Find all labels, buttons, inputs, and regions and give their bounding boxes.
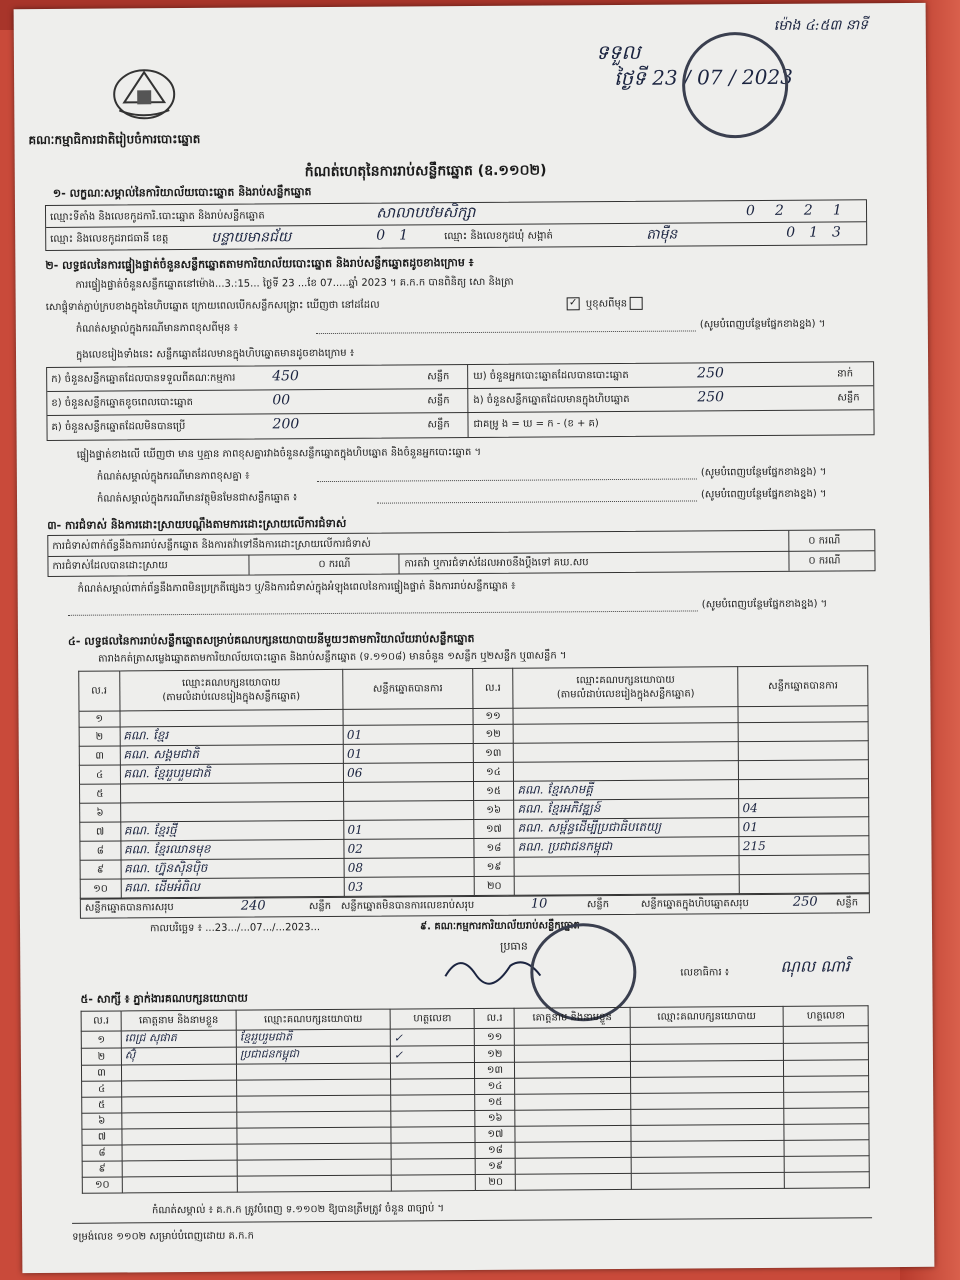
commune-code: 013 [786,224,855,241]
witness-name: ពេជ្រ សុផាត [121,1030,236,1048]
witness-party [630,1092,784,1109]
row-no: ១៨ [475,1142,515,1158]
spoiled-ballots-label: ខ) ចំនួនសន្លឹកឆ្នោតខូចពេលបោះឆ្នោត [51,396,193,409]
witness-party [630,1060,784,1077]
party-name: គណ. ហ្វ៊ុនស៊ិនប៉ិច [121,858,345,879]
col-no: ល.រ [472,668,513,708]
document-page [14,3,935,1273]
official-stamp-top [682,32,789,139]
witness-signature [784,1076,869,1093]
commune-label: ឈ្មោះ និងលេខកូដឃុំ សង្កាត់ [444,230,553,243]
bullet-foreign-objects: កំណត់សម្គាល់ក្នុងករណីមានវត្ថុមិនមែនជាសន្លឹកឆ្នោត ៖ [96,492,298,505]
row-no: ៣ [81,1065,121,1081]
ballots-in-box-value: 250 [697,389,725,406]
witness-party: ប្រជាជនកម្ពុជា [236,1046,390,1064]
received-ballots-label: ក) ចំនួនសន្លឹកឆ្នោតដែលបានទទួលពីគណៈកម្មការ [51,372,236,385]
row-no: ៨ [82,1145,122,1161]
party-votes: 01 [739,817,869,837]
bullet-difference-line [317,478,697,482]
province-code: 01 [376,227,423,244]
section4-subtitle: តារាងកត់ត្រាសម្លេងឆ្នោតតាមការិយាល័យបោះឆ្នោត និងរាប់សន្លឹកឆ្នោត (ទ.១១០៨) មានចំនួន ១សន្លឹក ឬ២សន្លឹក ឬ៣សន្លឹក ។ [98,650,567,665]
bullet-foreign-hint: (សូមបំពេញបន្ថែមផ្នែកខាងខ្នង) ។ [700,488,827,501]
spoiled-ballots-value: 00 [272,392,291,409]
party-name [120,801,344,822]
resolved-label: ការជំទាស់ដែលបានដោះស្រាយ [52,560,168,572]
witness-party [631,1156,785,1173]
col-votes: សន្លឹកឆ្នោតបានការ [738,666,868,707]
witness-signature [784,1043,869,1061]
bullet-difference: កំណត់សម្គាល់ក្នុងករណីមានភាពខុសគ្នា ៖ [96,470,250,483]
col-no: ល.រ [81,1011,121,1031]
party-results-table [78,665,870,899]
count-intro: ក្នុងលេខរៀងទាំងនេះ សន្លឹកឆ្នោតដែលមានក្នុងហិបឆ្នោតមានដូចខាងក្រោម ៖ [75,347,355,361]
col-party: ឈ្មោះគណបក្សនយោបាយ (តាមលំដាប់លេខរៀងក្នុងសន្លឹកឆ្នោត) [513,667,738,709]
witness-name [515,1061,630,1078]
row-no: ៦ [80,803,121,822]
irregularity-hint: (សូមបំពេញបន្ថែមផ្នែកខាងខ្នង) ។ [701,598,828,611]
resolved-value: ០ ករណី [318,558,351,571]
party-votes: 01 [344,820,474,840]
witness-signature [784,1108,869,1125]
voters-label: ឃ) ចំនួនអ្នកបោះឆ្នោតដែលបានបោះឆ្នោត [473,369,629,382]
party-votes: 06 [344,763,474,783]
section1-title: ១- លក្ខណៈសម្គាល់នៃការិយាល័យបោះឆ្នោត និងរាប់សន្លឹកឆ្នោត [52,185,312,200]
party-name: គណ. សម្ព័ន្ធដើម្បីប្រជាធិបតេយ្យ [514,818,739,839]
witness-name [516,1157,631,1174]
party-votes [739,779,869,799]
row-no: ១៥ [473,781,514,800]
witness-signature [390,1063,475,1080]
received-ballots-value: 450 [272,368,299,385]
received-date: ថ្ងៃទី 23 / 07 / 2023 [614,64,793,91]
difference-note: កំណត់សម្គាល់ក្នុងករណីមានភាពខុសពីមុន ៖ [75,322,238,335]
footer-note: កំណត់សម្គាល់ ៖ គ.ក.ក ត្រូវបំពេញ ទ.១១០២ ឱ្យបានត្រឹមត្រូវ ចំនួន ៣ច្បាប់ ។ [151,1203,445,1217]
row-no: ២ [79,727,120,746]
irregularity-note: កំណត់សម្គាល់ពាក់ព័ន្ធនឹងភាពមិនប្រក្រតីផ្សេងៗ ឬ/និងការជំទាស់ក្នុងអំឡុងពេលនៃការផ្ទៀងផ្ទាត់ និងការរាប់សន្លឹកឆ្នោត ៖ [77,580,516,595]
total-invalid-value: 10 [530,896,548,912]
party-name: គណ. ខ្មែររួបរួមជាតិ [120,763,344,784]
col-party: ឈ្មោះគណបក្សនយោបាយ [236,1009,390,1030]
section2-title: ២- លទ្ធផលនៃការផ្ទៀងផ្ទាត់ចំនួនសន្លឹកឆ្នោតតាមការិយាល័យបោះឆ្នោត និងរាប់សន្លឹកឆ្នោតដូចខាងក្រោម ៖ [45,255,474,272]
witness-signature [784,1060,869,1077]
witness-signature [784,1140,869,1157]
witness-name [515,1141,630,1158]
committee-title: ៩. គណៈកម្មការការិយាល័យរាប់សន្លឹកឆ្នោត [419,920,580,933]
witness-table [81,1005,870,1193]
total-box-label: សន្លឹកឆ្នោតក្នុងហិបឆ្នោតសរុប [640,898,749,910]
witness-party [237,1175,391,1192]
row-no: ៤ [79,765,120,784]
witness-signature [391,1175,476,1192]
col-signature: ហត្ថលេខា [784,1006,869,1027]
unit: សន្លឹក [586,899,610,911]
row-no: ១១ [473,708,514,724]
province-label: ឈ្មោះ និងលេខកូដរាជធានី ខេត្ត [50,233,169,245]
province-value: បន្ទាយមានជ័យ [211,229,292,246]
difference-check: ផ្ទៀងផ្ទាត់ខាងលើ ឃើញថា មាន ឬគ្មាន ភាពខុសគ្នារវាងចំនួនសន្លឹកឆ្នោតក្នុងហិបឆ្នោត និងចំនួនអ្នកបោះឆ្នោត ។ [76,446,482,461]
row-no: ៦ [82,1113,122,1129]
witness-party: ខ្មែររួបរួមជាតិ [236,1029,390,1047]
party-votes: 01 [343,744,473,764]
party-votes [343,709,473,726]
row-no: ១៣ [473,743,514,762]
col-name: គោត្តនាម និងនាមខ្លួន [514,1007,629,1028]
appeal-value: ០ ករណី [808,555,841,567]
nec-logo-icon [109,62,179,122]
witness-signature [391,1143,476,1160]
party-name [514,856,739,877]
unused-ballots-value: 200 [272,416,300,433]
row-no: ១២ [473,724,514,743]
received-note: ទទួល [595,39,641,65]
party-name: គណ. ដើមអំពិល [121,877,345,898]
row-no: ១៣ [475,1062,515,1078]
ballot-count-table [46,361,874,441]
row-no: ១០ [82,1177,122,1193]
row-no: ១៧ [474,819,515,838]
witness-signature: ✓ [390,1046,475,1064]
witness-signature [784,1026,869,1044]
party-name: គណ. ខ្មែរថ្មី [120,820,344,841]
witness-party [237,1079,391,1096]
witness-party [237,1095,391,1112]
witness-party [630,1108,784,1125]
col-no: ល.រ [475,1008,515,1028]
row-no: ២០ [476,1174,516,1190]
row-no: ១៥ [475,1094,515,1110]
witness-signature [784,1092,869,1109]
site-code: 0221 [745,202,862,220]
witness-name [515,1027,630,1045]
site-value: សាលាបឋមសិក្សា [375,202,476,222]
bullet-foreign-line [377,500,697,503]
row-no: ១២ [475,1045,515,1062]
row-no: ១៨ [474,838,515,857]
party-votes: 03 [344,877,474,897]
president-label: ប្រធាន [500,939,528,953]
witness-signature [785,1172,870,1189]
row-no: ៥ [82,1097,122,1113]
party-votes [738,706,868,723]
footer-divider [72,1217,872,1224]
site-label: ឈ្មោះទីតាំង និងលេខកូដការិ.បោះឆ្នោត និងរាប់សន្លឹកឆ្នោត [50,210,265,223]
party-votes: 08 [344,858,474,878]
row-no: ១៤ [473,762,514,781]
commune-value: តាម៉ឺន [646,226,678,243]
witness-party [237,1143,391,1160]
party-name [513,707,738,725]
col-party: ឈ្មោះគណបក្សនយោបាយ [630,1006,784,1027]
witness-signature [391,1127,476,1144]
party-votes [739,760,869,780]
witness-signature [391,1159,476,1176]
witness-signature: ✓ [390,1029,475,1047]
different-checkbox[interactable] [630,297,643,310]
party-votes: 01 [343,725,473,745]
party-votes [738,722,868,742]
party-name [513,723,738,744]
party-votes [739,874,869,894]
same-checkbox[interactable]: ✓ [567,297,580,310]
unit: សន្លឹក [427,419,450,431]
party-name: គណ. សង្គមជាតិ [120,744,344,765]
unit: សន្លឹក [837,392,860,404]
party-votes: 215 [739,836,869,856]
witness-signature [391,1079,476,1096]
witness-signature [391,1095,476,1112]
witness-name [515,1077,630,1094]
row-no: ១១ [475,1028,515,1045]
witness-party [237,1127,391,1144]
witness-name [122,1128,237,1145]
total-box-value: 250 [792,894,818,910]
objections-label: ការជំទាស់ពាក់ព័ន្ធនឹងការរាប់សន្លឹកឆ្នោត និងការតវ៉ាទៅនឹងការដោះស្រាយលើការជំទាស់ [52,538,371,552]
appeal-label: ការតវ៉ា ឬការជំទាស់ដែលអាចនឹងប្តឹងទៅ គឃ.សប [404,557,589,570]
row-no: ១៦ [473,800,514,819]
col-signature: ហត្ថលេខា [390,1009,475,1030]
unit: សន្លឹក [427,371,450,383]
section3-title: ៣- ការជំទាស់ និងការដោះស្រាយបណ្តឹងតាមការដោះស្រាយលើការជំទាស់ [47,516,347,532]
row-no: ១ [81,1031,121,1048]
witness-name [121,1080,236,1097]
witness-party [630,1026,784,1044]
irregularity-line [68,610,698,615]
party-name [514,742,739,763]
date-line: កាលបរិច្ឆេទ ៖ ...23.../...07.../...2023... [149,922,321,935]
witness-party [631,1172,785,1189]
witness-party [630,1043,784,1061]
witness-signature [784,1124,869,1141]
col-votes: សន្លឹកឆ្នោតបានការ [343,669,473,710]
bullet-difference-hint: (សូមបំពេញបន្ថែមផ្នែកខាងខ្នង) ។ [700,466,827,479]
row-no: ៩ [80,860,121,879]
party-name: គណ. ខ្មែរសាមគ្គី [514,780,739,801]
party-votes [344,782,474,802]
witness-name [515,1109,630,1126]
seal-line: សោផ្ទុំទាត់ភ្ជាប់ក្របខាងក្នុងនៃហិបឆ្នោត ក្រោយពេលបើកសន្លឹកសង្គ្រោះ ឃើញថា នៅដដែល [45,299,380,313]
row-no: ៩ [82,1161,122,1177]
ballots-in-box-label: ង) ចំនួនសន្លឹកឆ្នោតដែលមានក្នុងហិបឆ្នោត [473,393,630,406]
row-no: ៥ [80,784,121,803]
seal-options: ✓ ឬខុសពីមុន [564,297,647,311]
witness-name [122,1176,237,1193]
party-name: គណ. ប្រជាជនកម្ពុជា [514,837,739,858]
objections-value: ០ ករណី [808,535,841,547]
party-votes [739,741,869,761]
party-name [514,875,739,896]
witness-party [237,1063,391,1080]
witness-party [237,1111,391,1128]
witness-name [121,1064,236,1081]
witness-name [122,1144,237,1161]
row-no: ១០ [80,879,121,898]
row-no: ១៤ [475,1078,515,1094]
party-votes: 02 [344,839,474,859]
party-name [120,782,344,803]
witness-name [515,1125,630,1142]
verify-line: ការផ្ទៀងផ្ទាត់ចំនួនសន្លឹកឆ្នោតនៅម៉ោង...3.:15... ថ្ងៃទី 23 ...ខែ 07.....ឆ្នាំ 2023 ។ គ.ក.ក បានពិនិត្យ សោ និងត្រា [75,276,514,291]
section4-title: ៤- លទ្ធផលនៃការរាប់សន្លឹកឆ្នោតសម្រាប់គណបក្សនយោបាយនីមួយៗតាមការិយាល័យរាប់សន្លឹកឆ្នោត [67,631,475,648]
row-no: ១៩ [476,1158,516,1174]
witness-party [237,1159,391,1176]
unit: នាក់ [837,368,854,380]
secretary-label: លេខាធិការ ៖ [680,967,730,979]
witness-signature [785,1156,870,1173]
objection-table [47,529,875,577]
section5-title: ៥- សាក្សី ៖ ភ្នាក់ងារគណបក្សនយោបាយ [80,991,248,1006]
totals-row [80,893,870,919]
org-name: គណៈកម្មាធិការជាតិរៀបចំការបោះឆ្នោត [28,131,201,148]
total-valid-value: 240 [240,898,266,914]
row-no: ៣ [79,746,120,765]
difference-hint: (សូមបំពេញបន្ថែមផ្នែកខាងខ្នង) ។ [699,318,826,331]
unit: សន្លឹក [835,897,859,909]
row-no: ៨ [80,841,121,860]
row-no: ១៩ [474,857,515,876]
party-votes [344,801,474,821]
total-invalid-label: សន្លឹកឆ្នោតមិនបានការលេខរាប់សរុប [340,900,475,912]
witness-party [630,1076,784,1093]
row-no: ៤ [82,1081,122,1097]
witness-name [515,1044,630,1062]
party-votes: 04 [739,798,869,818]
witness-name [122,1160,237,1177]
party-name: គណ. ខ្មែរ [120,725,344,746]
witness-party [630,1124,784,1141]
party-name: គណ. ខ្មែរឈានមុខ [120,839,344,860]
row-no: ១ [79,711,120,727]
party-votes [739,855,869,875]
witness-name [122,1096,237,1113]
col-name: គោត្តនាម និងនាមខ្លួន [121,1010,236,1031]
witness-name [122,1112,237,1129]
row-no: ២ [81,1048,121,1065]
party-name: គណ. ខ្មែរអភិវឌ្ឍន៍ [514,799,739,820]
form-title: កំណត់ហេតុនៃការរាប់សន្លឹកឆ្នោត (ឧ.១១០២) [304,162,547,181]
total-valid-label: សន្លឹកឆ្នោតបានការសរុប [84,902,174,914]
received-time: ម៉ោង ៤:៥៣ នាទី [773,17,869,34]
party-name [514,761,739,782]
witness-party [631,1140,785,1157]
row-no: ១៦ [475,1110,515,1126]
party-name [120,709,344,727]
voters-value: 250 [697,365,724,382]
unit: សន្លឹក [427,395,450,407]
section1-table [45,199,867,251]
row-no: ១៧ [475,1126,515,1142]
unit: សន្លឹក [308,901,332,913]
difference-note-line [316,330,696,334]
footer-form: ទម្រង់លេខ ១១០២ សម្រាប់បំពេញដោយ គ.ក.ក [72,1230,254,1243]
witness-signature [391,1111,476,1128]
row-no: ៧ [82,1129,122,1145]
col-no: ល.រ [79,671,120,711]
row-no: ៧ [80,822,121,841]
witness-name [516,1173,631,1190]
row-no: ២០ [474,876,515,895]
formula: ជាគម្រូ ង = ឃ = ក - (ខ + គ) [473,418,599,430]
witness-name: ស៊ុំ [121,1047,236,1065]
col-party: ឈ្មោះគណបក្សនយោបាយ (តាមលំដាប់លេខរៀងក្នុងសន្លឹកឆ្នោត) [119,669,343,711]
secretary-signature: ណុល ណារិ [780,956,850,976]
witness-name [515,1093,630,1110]
unused-ballots-label: គ) ចំនួនសន្លឹកឆ្នោតដែលមិនបានប្រើ [51,421,186,433]
